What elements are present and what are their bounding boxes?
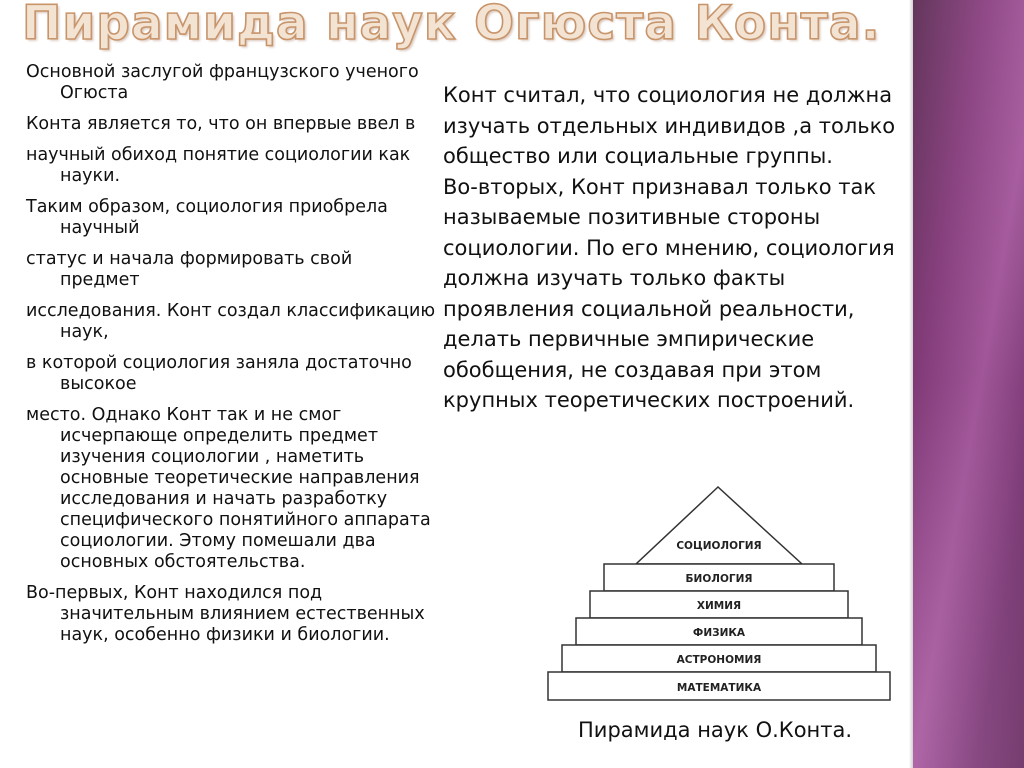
purple-side-band bbox=[913, 0, 1024, 768]
band-shine bbox=[913, 0, 1024, 768]
slide-title: Пирамида наук Огюста Конта. bbox=[22, 0, 881, 51]
left-paragraph: статус и начала формировать свой предмет bbox=[26, 249, 353, 290]
left-paragraph: Таким образом, социология приобрела научный bbox=[26, 197, 388, 238]
pyramid-apex-triangle bbox=[636, 487, 802, 564]
left-paragraph: научный обиход понятие социологии как науки. bbox=[26, 145, 411, 186]
right-paragraph: Во-вторых, Конт признавал только так называемые позитивные стороны социологии. По его мнению, социология должна изучать только факты проявления социальной реальности, делать первичные эмпирические обобщения, не создавая при этом крупных теоретических построений. bbox=[443, 174, 895, 412]
left-paragraph: исследования. Конт создал классификацию наук, bbox=[26, 301, 436, 342]
slide-edge-shadow bbox=[909, 0, 913, 768]
pyramid-apex-label: СОЦИОЛОГИЯ bbox=[676, 540, 762, 552]
left-paragraph: место. Однако Конт так и не смог исчерпающе определить предмет изучения социологии , наметить основные теоретические направления исследования и начать разработку специфического понятийного аппарата социологии. Этому помешали два основных обстоятельства. bbox=[26, 405, 431, 572]
pyramid-level-label: АСТРОНОМИЯ bbox=[676, 654, 762, 666]
left-paragraph: Основной заслугой французского ученого Огюста bbox=[26, 62, 419, 103]
pyramid-level-label: ХИМИЯ bbox=[696, 600, 742, 612]
pyramid-caption: Пирамида наук О.Конта. bbox=[578, 718, 853, 742]
left-text-column bbox=[26, 62, 436, 656]
right-text-column bbox=[443, 80, 903, 416]
pyramid-level-label: МАТЕМАТИКА bbox=[676, 682, 762, 694]
right-paragraph: Конт считал, что социология не должна изучать отдельных индивидов ,а только общество или социальные группы. bbox=[443, 83, 896, 168]
pyramid-level-label: ФИЗИКА bbox=[692, 627, 746, 639]
science-pyramid-diagram bbox=[540, 483, 900, 705]
left-paragraph: в которой социология заняла достаточно высокое bbox=[26, 353, 412, 394]
left-paragraph: Во-первых, Конт находился под значительным влиянием естественных наук, особенно физики и биологии. bbox=[26, 583, 425, 645]
pyramid-level-label: БИОЛОГИЯ bbox=[685, 573, 753, 585]
left-paragraph: Конта является то, что он впервые ввел в bbox=[26, 114, 416, 134]
